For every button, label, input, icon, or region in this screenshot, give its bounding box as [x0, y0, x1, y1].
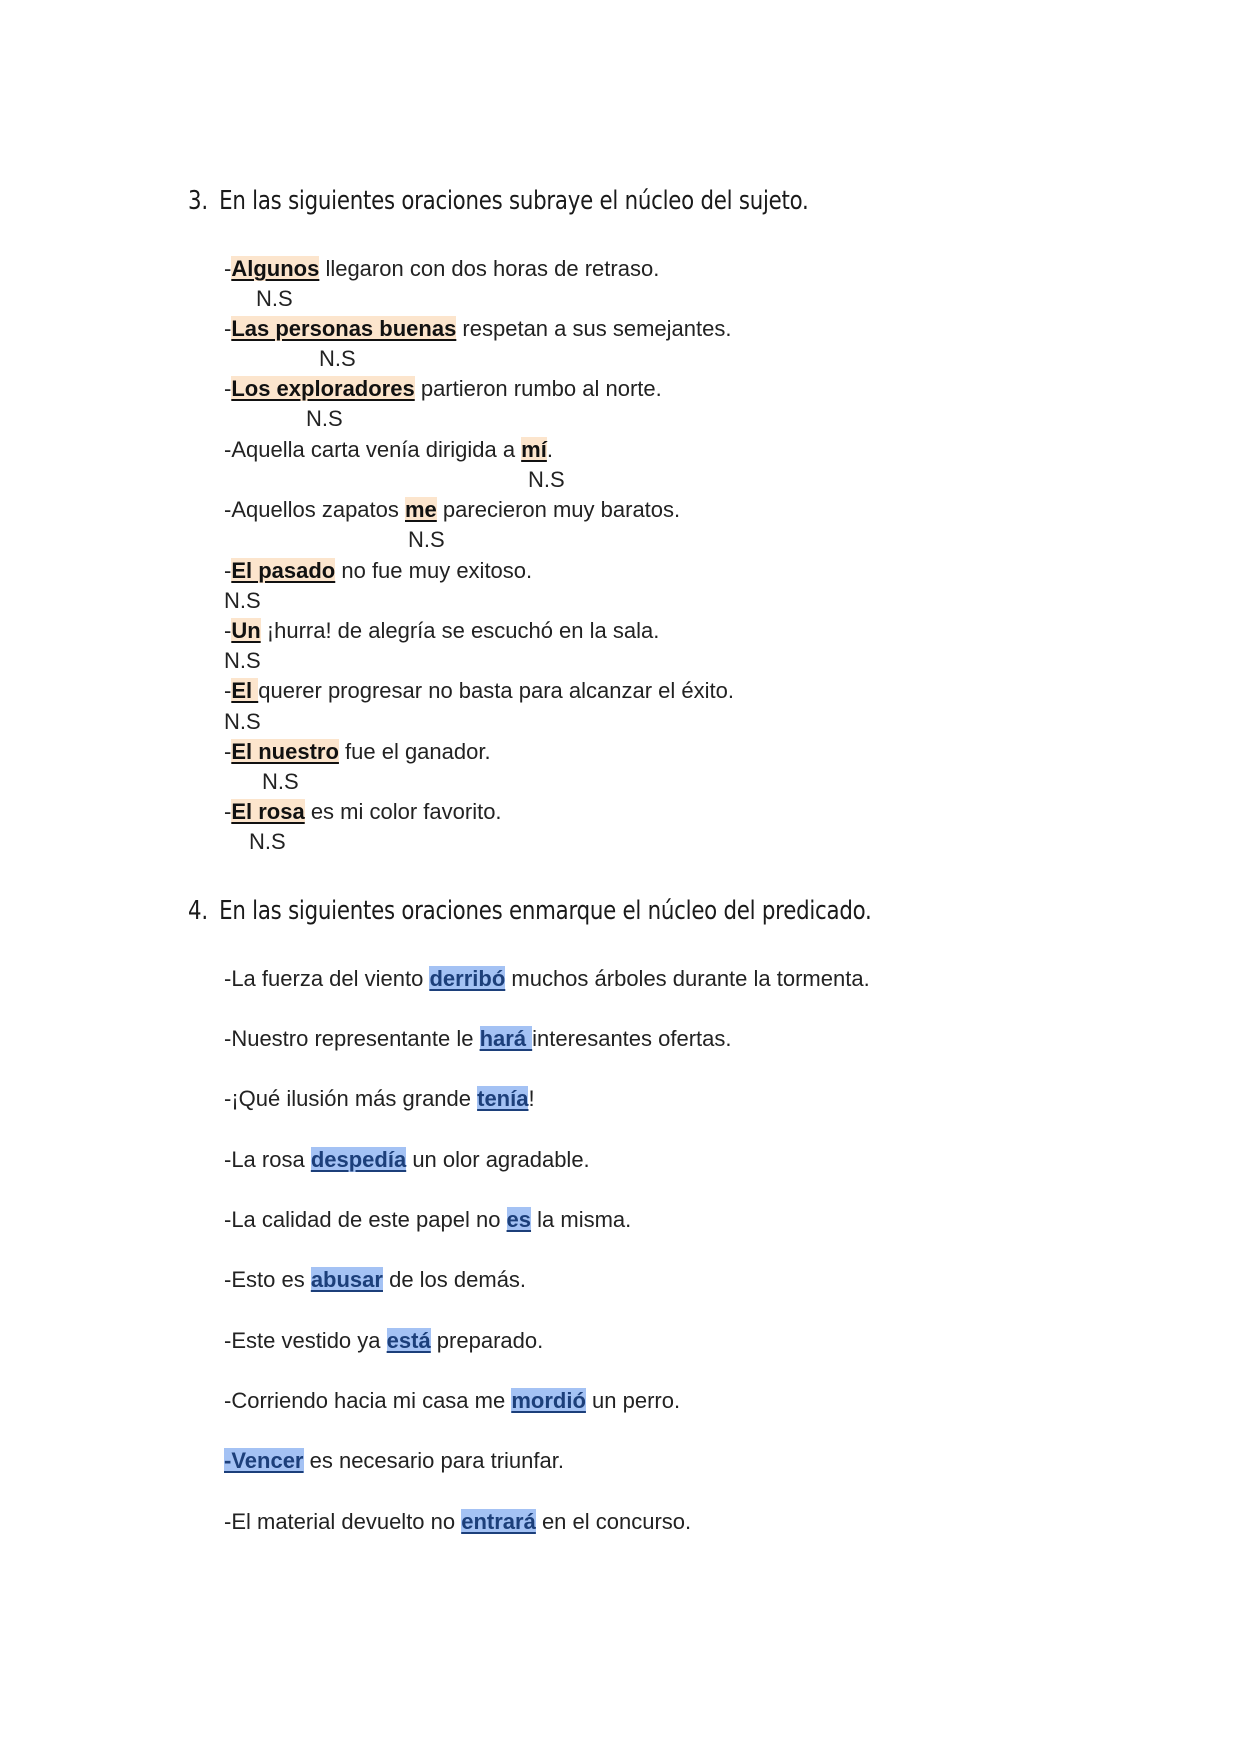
sentence-text: un perro. — [585, 1388, 681, 1413]
sentence-text: parecieron muy baratos. — [436, 497, 681, 522]
predicate-sentence — [224, 1508, 691, 1536]
subject-sentence — [224, 557, 532, 585]
sentence-text: -La calidad de este papel no — [224, 1207, 507, 1232]
predicate-nucleus: es — [506, 1207, 532, 1232]
ns-label: N.S — [528, 467, 565, 492]
predicate-nucleus: entrará — [461, 1509, 536, 1534]
predicate-sentence — [224, 965, 870, 993]
subject-nucleus: Un — [231, 618, 261, 643]
section-4-number: 4. — [188, 896, 208, 926]
ns-label: N.S — [224, 588, 261, 613]
sentence-text: respetan a sus semejantes. — [456, 316, 732, 341]
subject-nucleus: me — [405, 497, 437, 522]
predicate-nucleus: derribó — [429, 966, 506, 991]
predicate-nucleus: tenía — [477, 1086, 529, 1111]
sentence-text: - — [224, 558, 232, 583]
sentence-text: en el concurso. — [535, 1509, 692, 1534]
subject-nucleus: mí — [521, 437, 547, 462]
subject-nucleus: Algunos — [231, 256, 320, 281]
subject-sentence — [224, 617, 659, 645]
sentence-text: -El material devuelto no — [224, 1509, 462, 1534]
predicate-nucleus: abusar — [310, 1267, 383, 1292]
sentence-text: - — [224, 376, 232, 401]
sentence-text: de los demás. — [382, 1267, 527, 1292]
sentence-text: muchos árboles durante la tormenta. — [505, 966, 870, 991]
sentence-text: -Aquellos zapatos — [224, 497, 405, 522]
predicate-sentence — [224, 1146, 590, 1174]
subject-sentence — [224, 798, 502, 826]
subject-nucleus: Los exploradores — [231, 376, 415, 401]
sentence-text: -Nuestro representante le — [224, 1026, 480, 1051]
section-3-heading — [188, 184, 975, 218]
ns-label: N.S — [249, 829, 286, 854]
sentence-text: -Este vestido ya — [224, 1328, 387, 1353]
section-4-title: En las siguientes oraciones enmarque el núcleo del predicado. — [219, 896, 872, 926]
sentence-text: - — [224, 618, 232, 643]
ns-label: N.S — [224, 709, 261, 734]
subject-nucleus: El rosa — [231, 799, 305, 824]
sentence-text: preparado. — [430, 1328, 544, 1353]
sentence-text: - — [224, 739, 232, 764]
subject-nucleus: El pasado — [231, 558, 336, 583]
ns-label: N.S — [306, 406, 343, 431]
subject-nucleus: Las personas buenas — [231, 316, 457, 341]
sentence-text: ! — [528, 1086, 535, 1111]
subject-sentence — [224, 255, 659, 283]
sentence-text: -Aquella carta venía dirigida a — [224, 437, 522, 462]
predicate-sentence — [224, 1206, 631, 1234]
subject-nucleus: El — [231, 678, 259, 703]
predicate-nucleus: mordió — [511, 1388, 586, 1413]
predicate-nucleus: -Vencer — [224, 1448, 304, 1473]
predicate-nucleus: hará — [479, 1026, 533, 1051]
sentence-text: -La rosa — [224, 1147, 311, 1172]
subject-sentence — [224, 315, 731, 343]
sentence-text: partieron rumbo al norte. — [414, 376, 662, 401]
ns-label: N.S — [319, 346, 356, 371]
predicate-nucleus: despedía — [310, 1147, 407, 1172]
sentence-text: - — [224, 799, 232, 824]
predicate-sentence — [224, 1447, 564, 1475]
sentence-text: es mi color favorito. — [304, 799, 502, 824]
sentence-text: un olor agradable. — [406, 1147, 590, 1172]
sentence-text: - — [224, 678, 232, 703]
sentence-text: -Esto es — [224, 1267, 311, 1292]
ns-label: N.S — [262, 769, 299, 794]
predicate-sentence — [224, 1085, 535, 1113]
ns-label: N.S — [408, 527, 445, 552]
sentence-text: no fue muy exitoso. — [335, 558, 533, 583]
predicate-sentence — [224, 1327, 543, 1355]
predicate-sentence — [224, 1025, 732, 1053]
sentence-text: querer progresar no basta para alcanzar el éxito. — [258, 678, 734, 703]
sentence-text: fue el ganador. — [338, 739, 491, 764]
subject-sentence — [224, 375, 662, 403]
subject-sentence — [224, 496, 680, 524]
sentence-text: -¡Qué ilusión más grande — [224, 1086, 478, 1111]
ns-label: N.S — [256, 286, 293, 311]
subject-sentence — [224, 436, 553, 464]
predicate-sentence — [224, 1266, 526, 1294]
sentence-text: . — [546, 437, 553, 462]
ns-label: N.S — [224, 648, 261, 673]
predicate-nucleus: está — [386, 1328, 431, 1353]
subject-sentence — [224, 677, 734, 705]
sentence-text: ¡hurra! de alegría se escuchó en la sala. — [260, 618, 660, 643]
sentence-text: - — [224, 256, 232, 281]
subject-nucleus: El nuestro — [231, 739, 339, 764]
sentence-text: -La fuerza del viento — [224, 966, 430, 991]
sentence-text: interesantes ofertas. — [532, 1026, 732, 1051]
section-3-title: En las siguientes oraciones subraye el núcleo del sujeto. — [219, 186, 809, 216]
subject-sentence — [224, 738, 491, 766]
sentence-text: la misma. — [531, 1207, 632, 1232]
sentence-text: llegaron con dos horas de retraso. — [319, 256, 660, 281]
sentence-text: - — [224, 316, 232, 341]
section-3-number: 3. — [188, 186, 208, 216]
section-4-heading — [188, 894, 975, 928]
sentence-text: -Corriendo hacia mi casa me — [224, 1388, 512, 1413]
predicate-sentence — [224, 1387, 680, 1415]
sentence-text: es necesario para triunfar. — [303, 1448, 564, 1473]
